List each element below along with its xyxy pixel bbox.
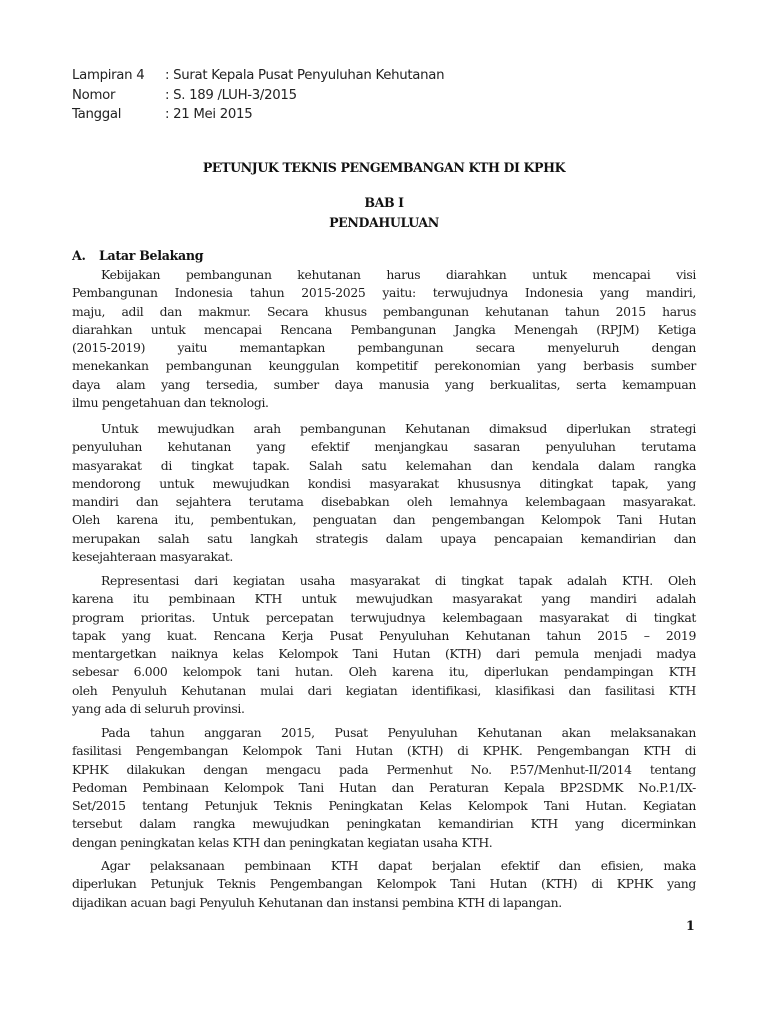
section-title: Latar Belakang <box>99 248 204 263</box>
paragraph-line: masyarakat di tingkat tapak. Salah satu kelemahan dan kendala dalam rangka <box>72 457 696 473</box>
paragraph-line: diperlukan Petunjuk Teknis Pengembangan Kelompok Tani Hutan (KTH) di KPHK yang <box>72 876 696 892</box>
paragraph-line: karena itu pembinaan KTH untuk mewujudkan masyarakat yang mandiri adalah <box>72 591 696 607</box>
metadata-label: Nomor <box>72 87 116 103</box>
paragraph-line: menekankan pembangunan keunggulan kompetitif perekonomian yang berbasis sumber <box>72 358 696 374</box>
section-number: A. <box>72 248 86 263</box>
paragraph-line: oleh Penyuluh Kehutanan mulai dari kegiatan identifikasi, klasifikasi dan fasilitasi KTH <box>72 682 696 698</box>
paragraph-line: kesejahteraan masyarakat. <box>72 549 233 565</box>
paragraph-line: Representasi dari kegiatan usaha masyarakat di tingkat tapak adalah KTH. Oleh <box>101 573 696 588</box>
paragraph-line: (2015-2019) yaitu memantapkan pembangunan secara menyeluruh dengan <box>72 340 696 356</box>
paragraph-line: Oleh karena itu, pembentukan, penguatan dan pengembangan Kelompok Tani Hutan <box>72 512 696 528</box>
paragraph-line: Set/2015 tentang Petunjuk Teknis Peningkatan Kelas Kelompok Tani Hutan. Kegiatan <box>72 798 696 814</box>
paragraph-line: penyuluhan kehutanan yang efektif menjangkau sasaran penyuluhan terutama <box>72 439 696 455</box>
metadata-value: : S. 189 /LUH-3/2015 <box>165 87 297 103</box>
chapter-title: PENDAHULUAN <box>329 215 439 230</box>
paragraph-line: daya alam yang tersedia, sumber daya manusia yang berkualitas, serta kemampuan <box>72 376 696 392</box>
paragraph-line: Pedoman Pembinaan Kelompok Tani Hutan dan Peraturan Kepala BP2SDMK No.P.1/IX- <box>72 779 696 795</box>
paragraph-line: Agar pelaksanaan pembinaan KTH dapat berjalan efektif dan efisien, maka <box>101 858 696 873</box>
paragraph-line: tersebut dalam rangka mewujudkan peningkatan kemandirian KTH yang dicerminkan <box>72 816 696 832</box>
metadata-value: : 21 Mei 2015 <box>165 107 253 122</box>
paragraph-line: KPHK dilakukan dengan mengacu pada Permenhut No. P.57/Menhut-II/2014 tentang <box>72 761 696 777</box>
paragraph-line: mandiri dan sejahtera terutama disebabkan oleh lemahnya kelembagaan masyarakat. <box>72 494 696 510</box>
paragraph-line: yang ada di seluruh provinsi. <box>72 701 245 717</box>
paragraph-1 <box>72 266 696 412</box>
paragraph-line: tapak yang kuat. Rencana Kerja Pusat Penyuluhan Kehutanan tahun 2015 – 2019 <box>72 627 696 643</box>
chapter-number: BAB I <box>364 195 404 210</box>
paragraph-line: Pembangunan Indonesia tahun 2015-2025 yaitu: terwujudnya Indonesia yang mandiri, <box>72 285 696 301</box>
page-number: 1 <box>686 918 695 933</box>
paragraph-line: mendorong untuk mewujudkan kondisi masyarakat khususnya ditingkat tapak, yang <box>72 475 696 491</box>
paragraph-4 <box>72 724 696 852</box>
paragraph-line: sebesar 6.000 kelompok tani hutan. Oleh karena itu, diperlukan pendampingan KTH <box>72 664 696 680</box>
paragraph-line: maju, adil dan makmur. Secara khusus pembangunan kehutanan tahun 2015 harus <box>72 303 696 319</box>
paragraph-line: diarahkan untuk mencapai Rencana Pembangunan Jangka Menengah (RPJM) Ketiga <box>72 321 696 337</box>
paragraph-line: Kebijakan pembangunan kehutanan harus diarahkan untuk mencapai visi <box>101 267 696 282</box>
paragraph-2 <box>72 420 696 566</box>
metadata-label: Lampiran 4 <box>72 68 145 83</box>
paragraph-line: Pada tahun anggaran 2015, Pusat Penyuluhan Kehutanan akan melaksanakan <box>101 725 696 740</box>
paragraph-line: dengan peningkatan kelas KTH dan peningkatan kegiatan usaha KTH. <box>72 834 493 850</box>
paragraph-line: ilmu pengetahuan dan teknologi. <box>72 395 269 411</box>
paragraph-line: Untuk mewujudkan arah pembangunan Kehutanan dimaksud diperlukan strategi <box>101 421 696 436</box>
paragraph-3 <box>72 572 696 718</box>
paragraph-line: mentargetkan naiknya kelas Kelompok Tani Hutan (KTH) dari pemula menjadi madya <box>72 646 696 662</box>
paragraph-line: fasilitasi Pengembangan Kelompok Tani Hutan (KTH) di KPHK. Pengembangan KTH di <box>72 743 696 759</box>
paragraph-line: program prioritas. Untuk percepatan terwujudnya kelembagaan masyarakat di tingkat <box>72 609 696 625</box>
document-title: PETUNJUK TEKNIS PENGEMBANGAN KTH DI KPHK <box>202 160 566 175</box>
metadata-label: Tanggal <box>72 107 122 122</box>
paragraph-line: dijadikan acuan bagi Penyuluh Kehutanan dan instansi pembina KTH di lapangan. <box>72 894 562 910</box>
paragraph-line: merupakan salah satu langkah strategis dalam upaya pencapaian kemandirian dan <box>72 530 696 546</box>
section-heading <box>72 248 203 263</box>
paragraph-5 <box>72 857 696 912</box>
metadata-value: : Surat Kepala Pusat Penyuluhan Kehutanan <box>165 68 445 83</box>
